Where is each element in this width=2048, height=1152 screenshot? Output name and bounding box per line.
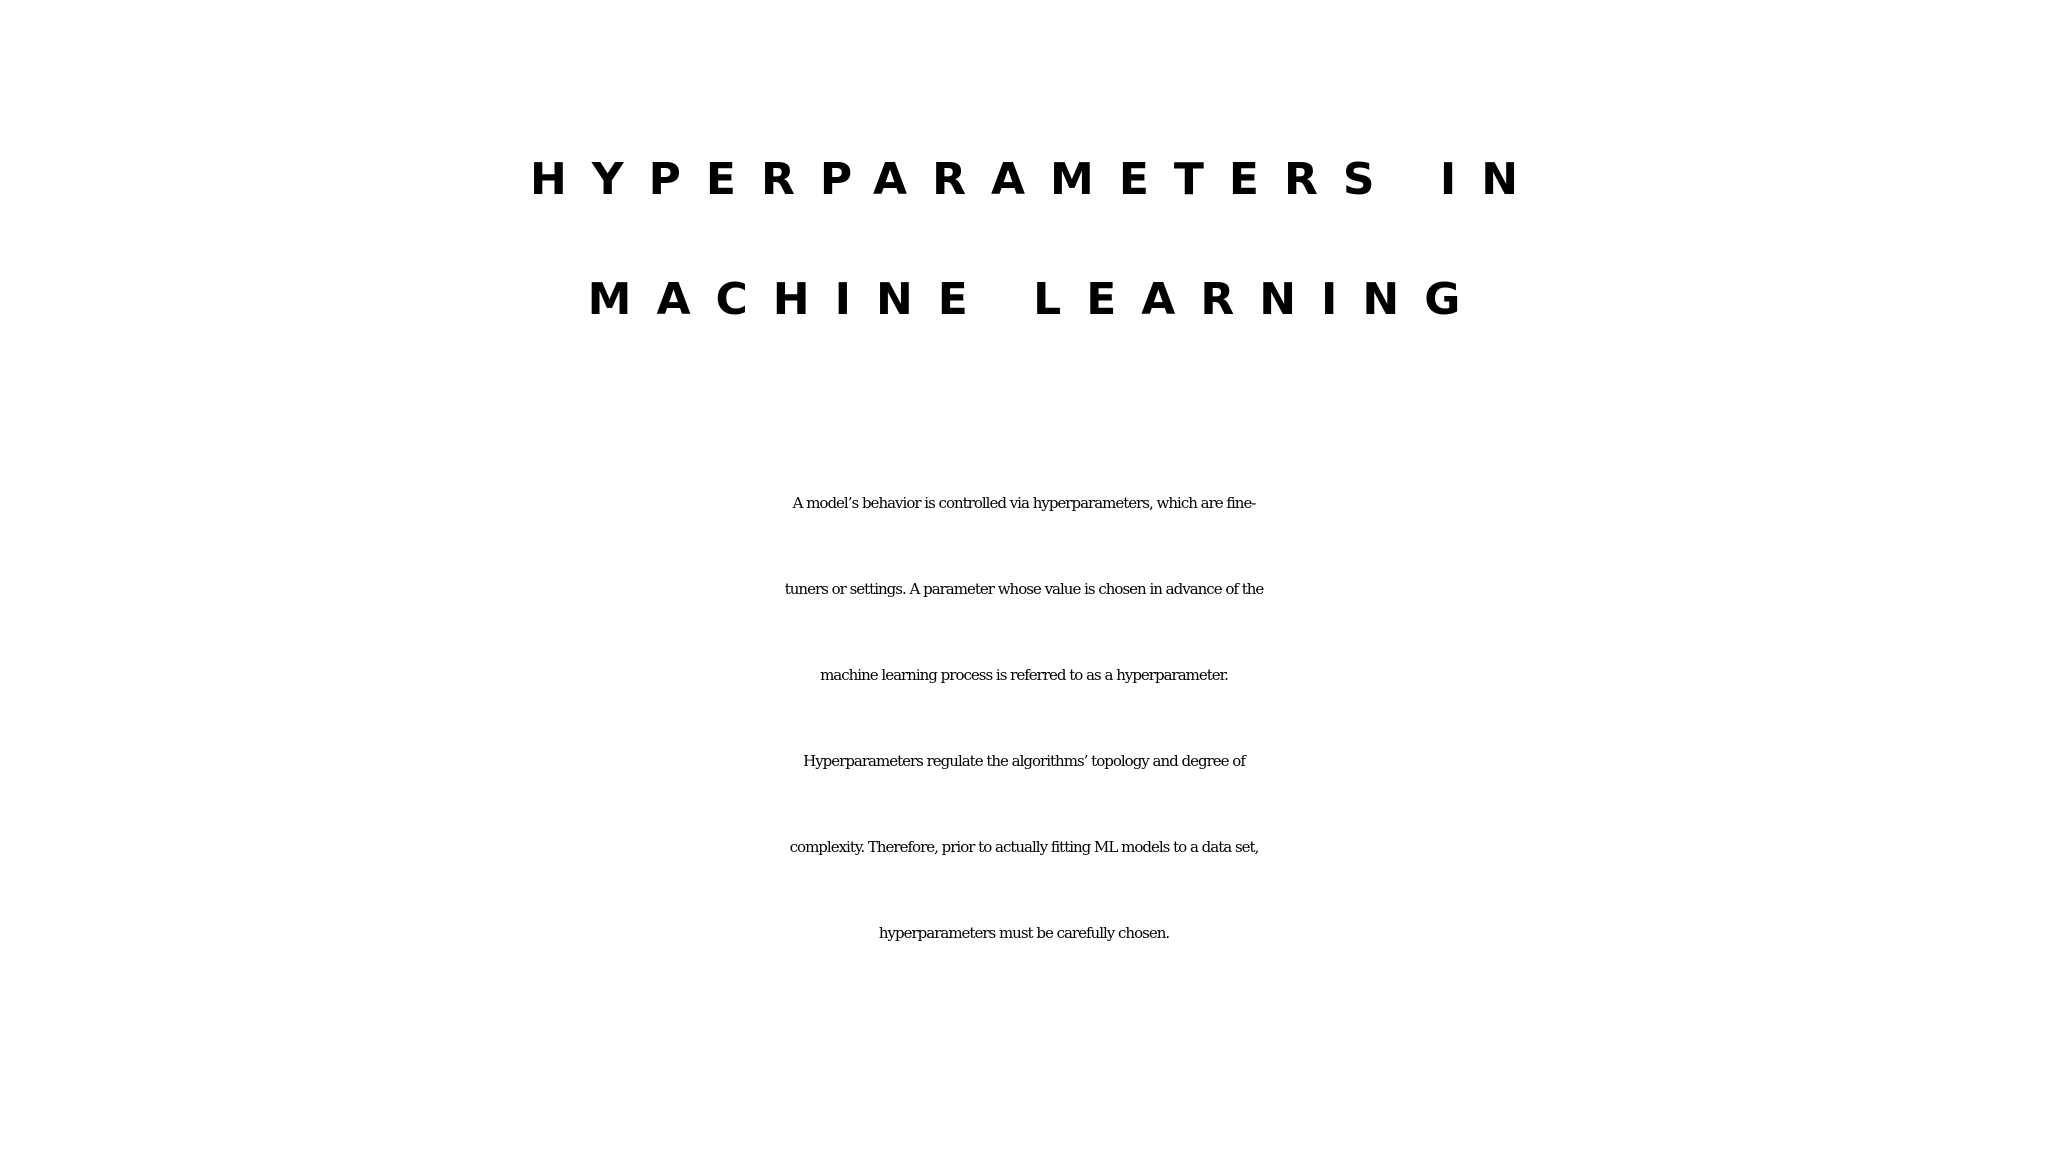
body-paragraph xyxy=(0,460,2048,976)
page-title xyxy=(0,120,2048,360)
body-line: Hyperparameters regulate the algorithms’ topology and degree of xyxy=(803,752,1245,770)
body-line: machine learning process is referred to as a hyperparameter. xyxy=(820,666,1228,684)
body-line: tuners or settings. A parameter whose value is chosen in advance of the xyxy=(784,580,1264,598)
body-line: A model’s behavior is controlled via hyperparameters, which are fine- xyxy=(792,494,1256,512)
title-line: HYPERPARAMETERS IN xyxy=(529,154,1544,205)
body-line: complexity. Therefore, prior to actually fitting ML models to a data set, xyxy=(789,838,1259,856)
title-line: MACHINE LEARNING xyxy=(587,274,1486,325)
body-line: hyperparameters must be carefully chosen. xyxy=(878,924,1170,942)
